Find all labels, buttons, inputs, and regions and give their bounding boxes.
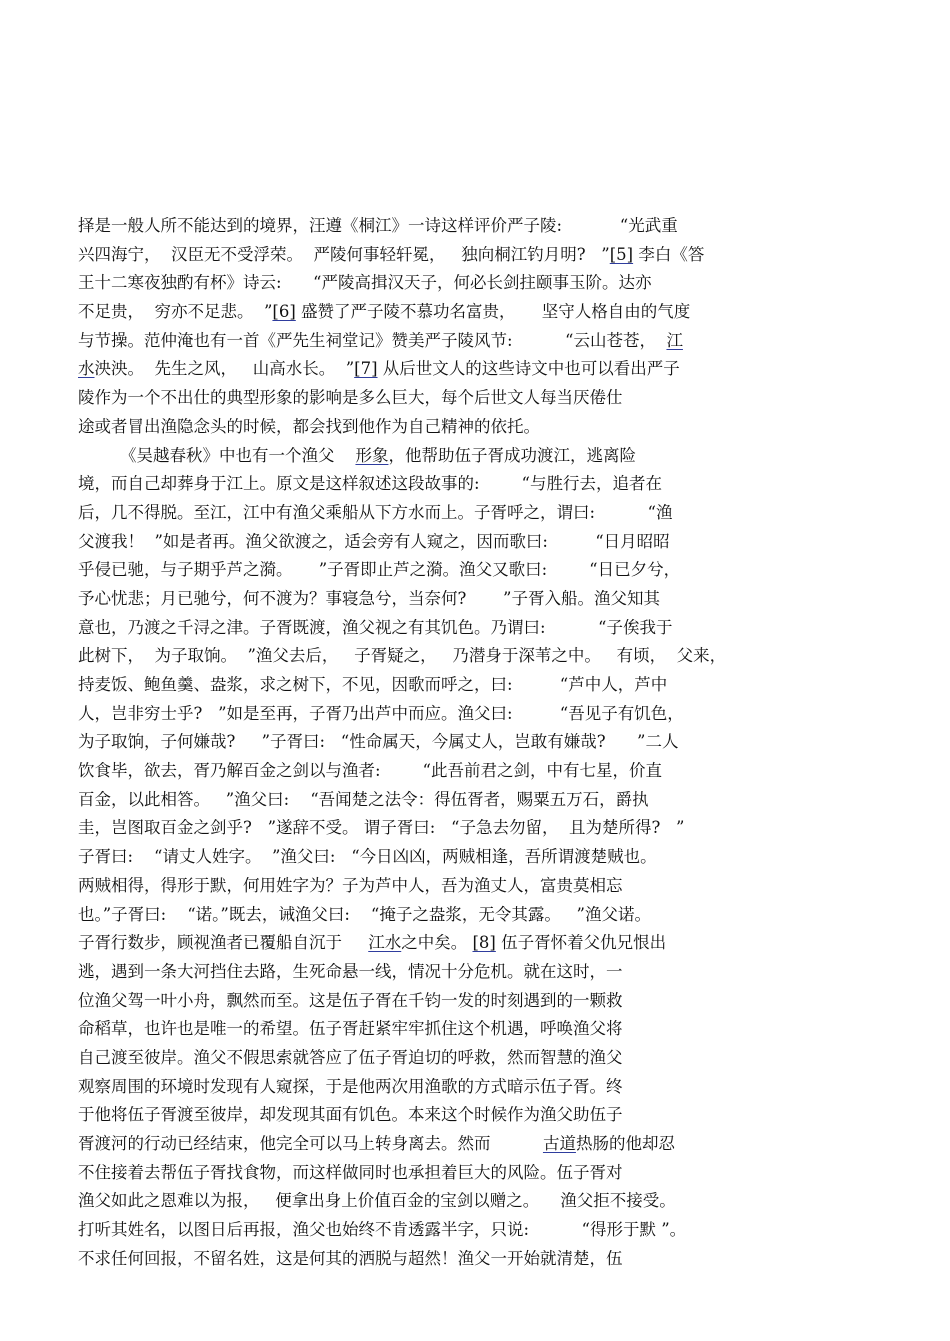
text-run: 兴四海宁， 汉臣无不受浮荣。 严陵何事轻轩冕， 独向桐江钓月明? ” xyxy=(78,244,610,264)
footnote-ref-link[interactable]: [8] xyxy=(472,933,496,953)
text-line xyxy=(78,1159,728,1188)
text-line xyxy=(78,442,728,471)
text-run: 热肠的他却忍 xyxy=(575,1134,675,1153)
text-line xyxy=(78,987,728,1016)
footnote-ref-link[interactable]: [5] xyxy=(609,244,634,264)
text-line xyxy=(78,700,728,729)
text-run: 自己渡至彼岸。渔父不假思索就答应了伍子胥迫切的呼救，然而智慧的渔父 xyxy=(78,1047,623,1067)
text-line xyxy=(78,1015,728,1044)
text-run: 圭，岂图取百金之剑乎? ”遂辞不受。 谓子胥曰: “子急去勿留， 且为楚所得? ” xyxy=(78,818,685,838)
text-line xyxy=(78,327,728,356)
text-run: 命稻草，也许也是唯一的希望。伍子胥赶紧牢牢抓住这个机遇，呼唤渔父将 xyxy=(78,1019,623,1039)
text-line xyxy=(78,1044,728,1073)
text-line xyxy=(78,470,728,499)
text-line xyxy=(78,814,728,843)
text-line xyxy=(78,298,728,327)
text-run: 饮食毕，欲去，胥乃解百金之剑以与渔者: “此吾前君之剑，中有七星，价直 xyxy=(78,761,662,781)
text-line xyxy=(78,528,728,557)
text-run: 子胥曰: “请丈人姓字。 ”渔父曰: “今日凶凶，两贼相逢，吾所谓渡楚贼也。 xyxy=(78,847,657,867)
text-run: 于他将伍子胥渡至彼岸，却发现其面有饥色。本来这个时候作为渔父助伍子 xyxy=(78,1105,623,1125)
text-line xyxy=(78,1073,728,1102)
text-run: 伍子胥怀着父仇兄恨出 xyxy=(495,933,667,953)
text-run: 后，几不得脱。至江，江中有渔父乘船从下方水而上。子胥呼之，谓曰: “渔 xyxy=(78,502,673,522)
text-line xyxy=(78,843,728,872)
text-run: 人，岂非穷士乎? ”如是至再，子胥乃出芦中而应。渔父曰: “吾见子有饥色， xyxy=(78,703,684,723)
text-run: 《吴越春秋》中也有一个渔父 xyxy=(78,445,356,465)
text-line xyxy=(78,269,728,298)
wiki-link[interactable]: 江水 xyxy=(368,933,402,953)
text-run: 胥渡河的行动已经结束，他完全可以马上转身离去。然而 xyxy=(78,1134,543,1153)
wiki-link[interactable]: 江 xyxy=(666,330,683,350)
text-run: 予心忧悲；月已驰兮，何不渡为？事寝急兮，当奈何? ”子胥入船。渔父知其 xyxy=(78,588,660,608)
text-line xyxy=(78,585,728,614)
text-line xyxy=(78,1245,728,1274)
text-line xyxy=(78,1187,728,1216)
text-line xyxy=(78,384,728,413)
body-text xyxy=(78,212,728,1273)
text-run: 王十二寒夜独酌有杯》诗云: “严陵高揖汉天子，何必长剑拄颐事玉阶。达亦 xyxy=(78,273,652,293)
wiki-link[interactable]: 古道 xyxy=(542,1134,576,1153)
text-run: 渔父如此之恩难以为报， 便拿出身上价值百金的宝剑以赠之。 渔父拒不接受。 xyxy=(78,1191,676,1211)
wiki-link[interactable]: 水 xyxy=(78,359,95,379)
text-run: 意也，乃渡之千浔之津。子胥既渡，渔父视之有其饥色。乃谓曰: “子俟我于 xyxy=(78,617,673,637)
wiki-link[interactable]: 形象 xyxy=(355,445,389,465)
text-run: 百金，以此相答。 ”渔父曰: “吾闻楚之法令：得伍胥者，赐粟五万石，爵执 xyxy=(78,789,649,809)
text-line xyxy=(78,958,728,987)
text-line xyxy=(78,929,728,958)
footnote-ref-link[interactable]: [7] xyxy=(354,359,378,379)
text-line xyxy=(78,1101,728,1130)
text-run: 李白《答 xyxy=(633,244,705,264)
text-run: 也。”子胥曰: “诺。”既去，诫渔父曰: “掩子之盎浆，无令其露。 ”渔父诺。 xyxy=(78,904,651,924)
text-run: 不足贵， 穷亦不足悲。 ” xyxy=(78,302,273,322)
text-line xyxy=(78,901,728,930)
text-run: 为子取饷，子何嫌哉? ”子胥曰: “性命属天，今属丈人，岂敢有嫌哉? ”二人 xyxy=(78,732,679,752)
text-run: 择是一般人所不能达到的境界，汪遵《桐江》一诗这样评价严子陵: “光武重 xyxy=(78,216,678,235)
text-line xyxy=(78,556,728,585)
text-line xyxy=(78,212,728,241)
text-run: 乎侵已驰，与子期乎芦之漪。 ”子胥即止芦之漪。渔父又歌曰: “日已夕兮， xyxy=(78,560,681,580)
text-line xyxy=(78,499,728,528)
text-run: 子胥行数步，顾视渔者已覆船自沉于 xyxy=(78,933,369,953)
footnote-ref-link[interactable]: [6] xyxy=(272,302,296,322)
text-run: 父渡我！ ”如是者再。渔父欲渡之，适会旁有人窥之，因而歌曰: “日月昭昭 xyxy=(78,531,670,551)
text-line xyxy=(78,355,728,384)
text-run: 之中矣。 xyxy=(401,933,473,953)
text-run: 陵作为一个不出仕的典型形象的影响是多么巨大，每个后世文人每当厌倦仕 xyxy=(78,388,623,408)
text-run: 打听其姓名，以图日后再报，渔父也始终不肯透露半字，只说: “得形于默 ”。 xyxy=(78,1220,687,1240)
text-line xyxy=(78,241,728,270)
text-line xyxy=(78,614,728,643)
text-run: 此树下， 为子取饷。 ”渔父去后， 子胥疑之， 乃潜身于深苇之中。 有顷， 父来， xyxy=(78,646,727,666)
text-line xyxy=(78,728,728,757)
text-run: 观察周围的环境时发现有人窥探，于是他两次用渔歌的方式暗示伍子胥。终 xyxy=(78,1076,623,1096)
text-line xyxy=(78,1216,728,1245)
text-line xyxy=(78,786,728,815)
text-line xyxy=(78,872,728,901)
text-run: 与节操。范仲淹也有一首《严先生祠堂记》赞美严子陵风节: “云山苍苍， xyxy=(78,330,667,350)
text-run: 泱泱。 先生之风， 山高水长。 ” xyxy=(94,359,355,379)
text-run: 两贼相得，得形于默，何用姓字为？子为芦中人，吾为渔丈人，富贵莫相忘 xyxy=(78,875,623,895)
text-run: 持麦饭、鲍鱼羹、盎浆，求之树下，不见，因歌而呼之，曰: “芦中人，芦中 xyxy=(78,675,668,694)
text-line xyxy=(78,413,728,442)
text-run: 逃，遇到一条大河挡住去路，生死命悬一线，情况十分危机。就在这时，一 xyxy=(78,961,623,981)
text-run: 位渔父驾一叶小舟，飘然而至。这是伍子胥在千钧一发的时刻遇到的一颗救 xyxy=(78,990,623,1010)
text-line xyxy=(78,757,728,786)
text-run: 盛赞了严子陵不慕功名富贵， 坚守人格自由的气度 xyxy=(295,302,691,322)
text-line xyxy=(78,1130,728,1159)
text-run: 从后世文人的这些诗文中也可以看出严子 xyxy=(377,359,680,379)
text-run: 不住接着去帮伍子胥找食物，而这样做同时也承担着巨大的风险。伍子胥对 xyxy=(78,1162,623,1182)
text-run: 不求任何回报，不留名姓，这是何其的洒脱与超然！渔父一开始就清楚，伍 xyxy=(78,1248,623,1268)
text-line xyxy=(78,671,728,700)
text-line xyxy=(78,642,728,671)
text-run: ，他帮助伍子胥成功渡江，逃离险 xyxy=(388,445,636,465)
text-run: 境，而自己却葬身于江上。原文是这样叙述这段故事的: “与胜行去，追者在 xyxy=(78,474,662,494)
text-run: 途或者冒出渔隐念头的时候，都会找到他作为自己精神的依托。 xyxy=(78,416,540,436)
